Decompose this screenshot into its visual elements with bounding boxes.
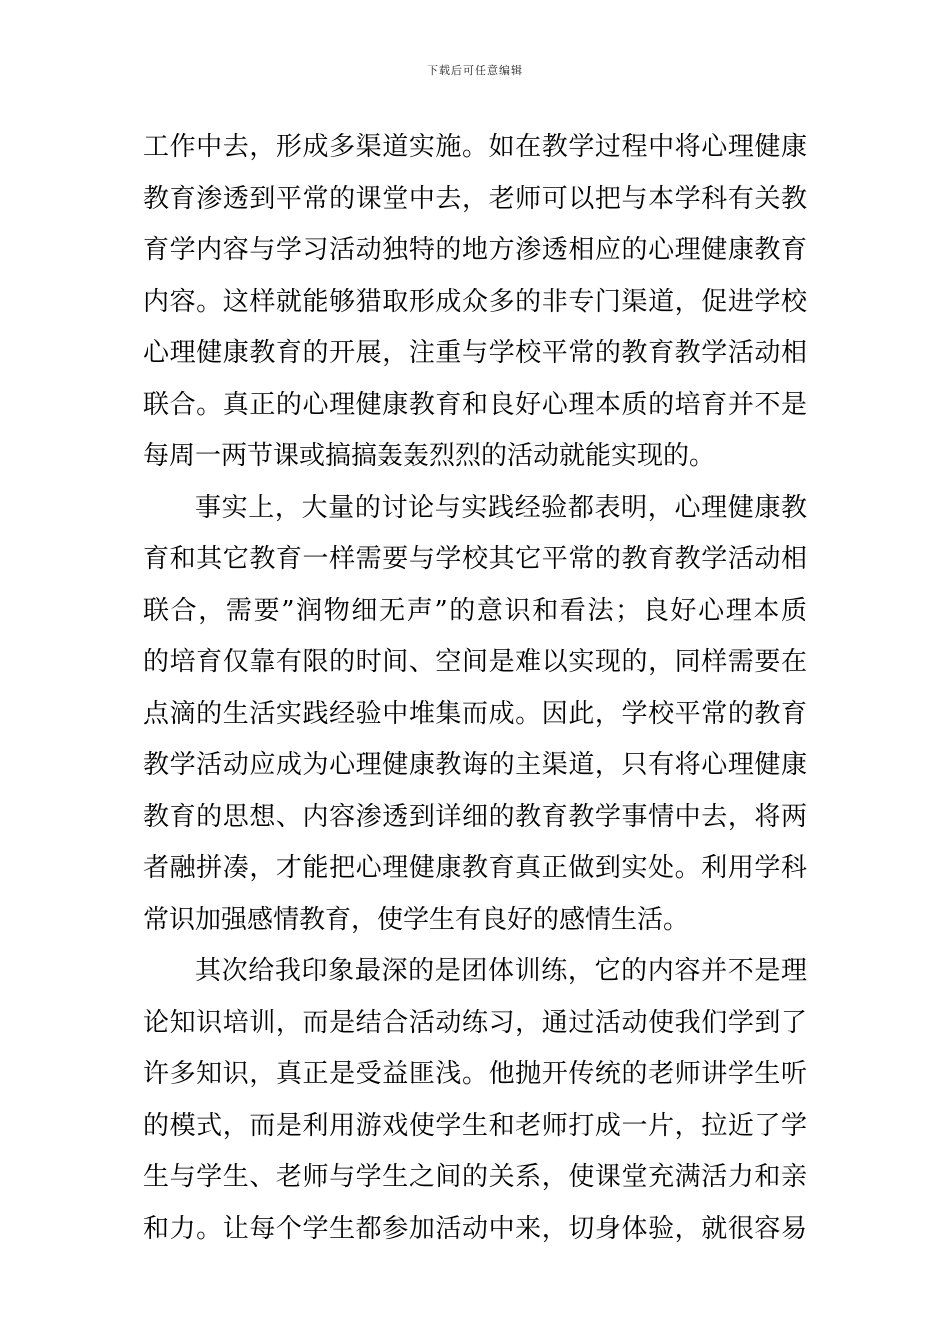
text-line: 教学活动应成为心理健康教诲的主渠道，只有将心理健康 (143, 750, 807, 780)
text-line: 事实上，大量的讨论与实践经验都表明，心理健康教 (195, 492, 807, 523)
text-line: 教育的思想、内容渗透到详细的教育教学事情中去，将两 (143, 801, 807, 832)
text-line: 育和其它教育一样需要与学校其它平常的教育教学活动相 (143, 544, 807, 574)
text-line: 联合。真正的心理健康教育和良好心理本质的培育并不是 (143, 389, 807, 420)
header-note: 下载后可任意编辑 (427, 64, 523, 77)
text-line: 论知识培训，而是结合活动练习，通过活动使我们学到了 (143, 1007, 807, 1038)
text-line: 教育渗透到平常的课堂中去，老师可以把与本学科有关教 (143, 183, 807, 214)
text-line: 工作中去，形成多渠道实施。如在教学过程中将心理健康 (143, 132, 807, 162)
text-line: 常识加强感情教育，使学生有良好的感情生活。 (143, 904, 690, 935)
text-line: 许多知识，真正是受益匪浅。他抛开传统的老师讲学生听 (143, 1059, 807, 1089)
text-line: 点滴的生活实践经验中堆集而成。因此，学校平常的教育 (143, 698, 807, 729)
text-line: 的培育仅靠有限的时间、空间是难以实现的，同样需要在 (143, 647, 807, 677)
text-line: 联合，需要”润物细无声”的意识和看法；良好心理本质 (143, 595, 807, 626)
text-line: 和力。让每个学生都参加活动中来，切身体验，就很容易 (143, 1213, 807, 1244)
text-line: 生与学生、老师与学生之间的关系，使课堂充满活力和亲 (143, 1162, 807, 1192)
text-line: 其次给我印象最深的是团体训练，它的内容并不是理 (195, 956, 807, 986)
text-line: 育学内容与学习活动独特的地方渗透相应的心理健康教育 (143, 235, 807, 265)
text-line: 内容。这样就能够猎取形成众多的非专门渠道，促进学校 (143, 286, 807, 317)
text-line: 每周一两节课或搞搞轰轰烈烈的活动就能实现的。 (143, 441, 716, 471)
text-line: 心理健康教育的开展，注重与学校平常的教育教学活动相 (143, 338, 807, 368)
text-line: 者融拼凑，才能把心理健康教育真正做到实处。利用学科 (143, 853, 807, 883)
text-line: 的模式，而是利用游戏使学生和老师打成一片，拉近了学 (143, 1110, 807, 1141)
body-text (143, 122, 807, 1255)
